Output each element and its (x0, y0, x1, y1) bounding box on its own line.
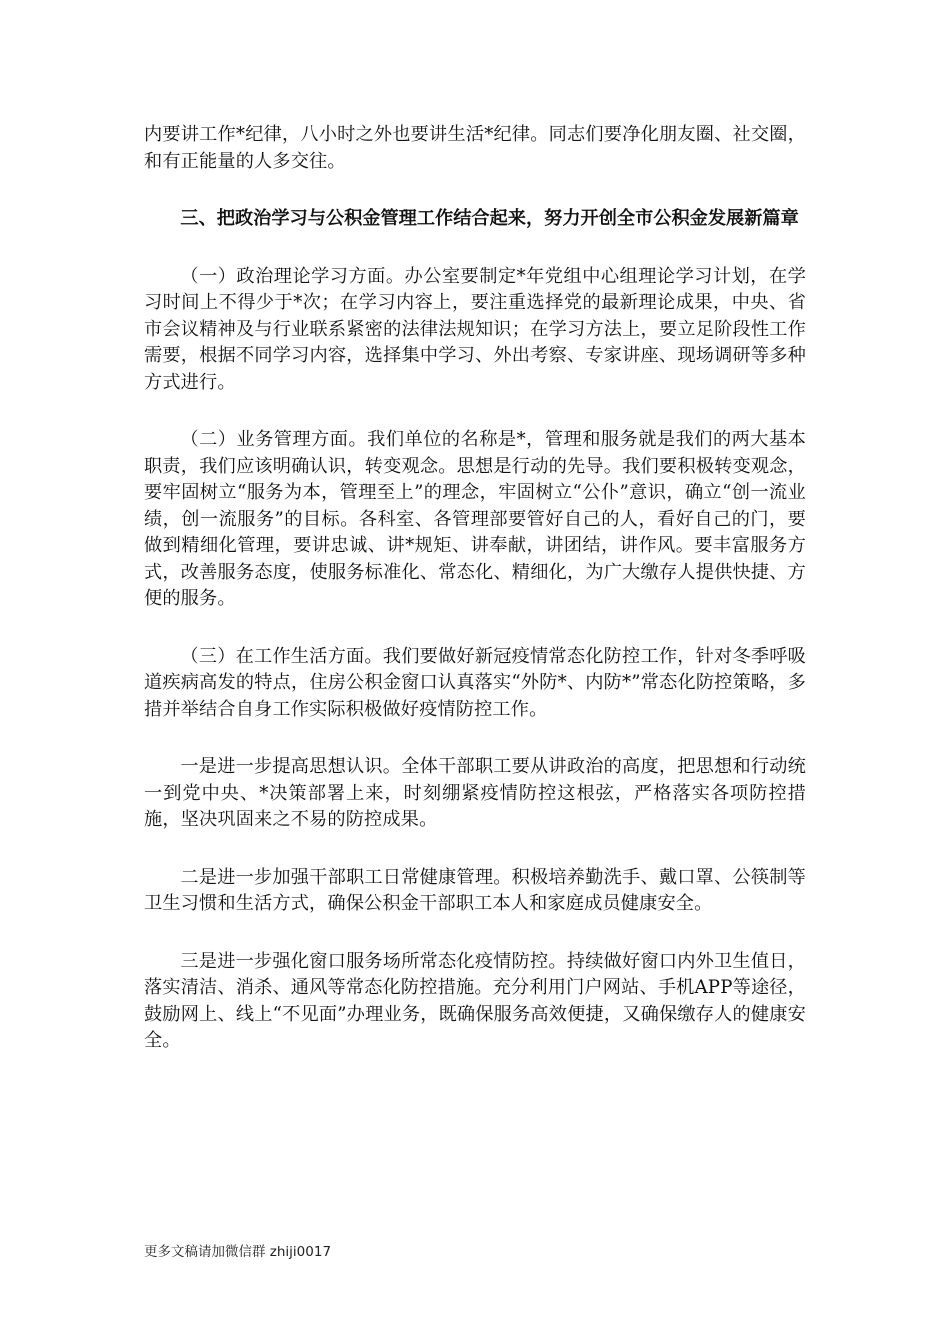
paragraph-point-three: 三是进一步强化窗口服务场所常态化疫情防控。持续做好窗口内外卫生值日，落实清洁、消杀、通风等常态化防控措施。充分利用门户网站、手机APP等途径，鼓励网上、线上“不见面”办理业务，既确保服务高效便捷，又确保缴存人的健康安全。 (144, 950, 806, 1051)
paragraph-business-management: （二）业务管理方面。我们单位的名称是*，管理和服务就是我们的两大基本职责，我们应该明确认识，转变观念。思想是行动的先导。我们要积极转变观念，要牢固树立“服务为本，管理至上”的理念，牢固树立“公仆”意识，确立“创一流业绩，创一流服务”的目标。各科室、各管理部要管好自己的人，看好自己的门，要做到精细化管理，要讲忠诚、讲*规矩、讲奉献，讲团结，讲作风。要丰富服务方式，改善服务态度，使服务标准化、常态化、精细化，为广大缴存人提供快捷、方便的服务。 (144, 429, 806, 609)
document-body (144, 122, 806, 1055)
section-heading: 三、把政治学习与公积金管理工作结合起来，努力开创全市公积金发展新篇章 (180, 208, 799, 229)
footer-note: 更多文稿请加微信群 zhiji0017 (144, 1244, 332, 1260)
paragraph-point-two: 二是进一步加强干部职工日常健康管理。积极培养勤洗手、戴口罩、公筷制等卫生习惯和生活方式，确保公积金干部职工本人和家庭成员健康安全。 (144, 866, 806, 914)
paragraph-theory-study: （一）政治理论学习方面。办公室要制定*年党组中心组理论学习计划，在学习时间上不得少于*次；在学习内容上，要注重选择党的最新理论成果，中央、省市会议精神及与行业联系紧密的法律法规知识；在学习方法上，要立足阶段性工作需要，根据不同学习内容，选择集中学习、外出考察、专家讲座、现场调研等多种方式进行。 (144, 265, 806, 393)
paragraph-continuation: 内要讲工作*纪律，八小时之外也要讲生活*纪律。同志们要净化朋友圈、社交圈，和有正能量的人多交往。 (144, 124, 806, 172)
paragraph-point-one: 一是进一步提高思想认识。全体干部职工要从讲政治的高度，把思想和行动统一到党中央、*决策部署上来，时刻绷紧疫情防控这根弦，严格落实各项防控措施，坚决巩固来之不易的防控成果。 (144, 756, 806, 830)
paragraph-work-life: （三）在工作生活方面。我们要做好新冠疫情常态化防控工作，针对冬季呼吸道疾病高发的特点，住房公积金窗口认真落实“外防*、内防*”常态化防控策略，多措并举结合自身工作实际积极做好疫情防控工作。 (144, 645, 806, 720)
